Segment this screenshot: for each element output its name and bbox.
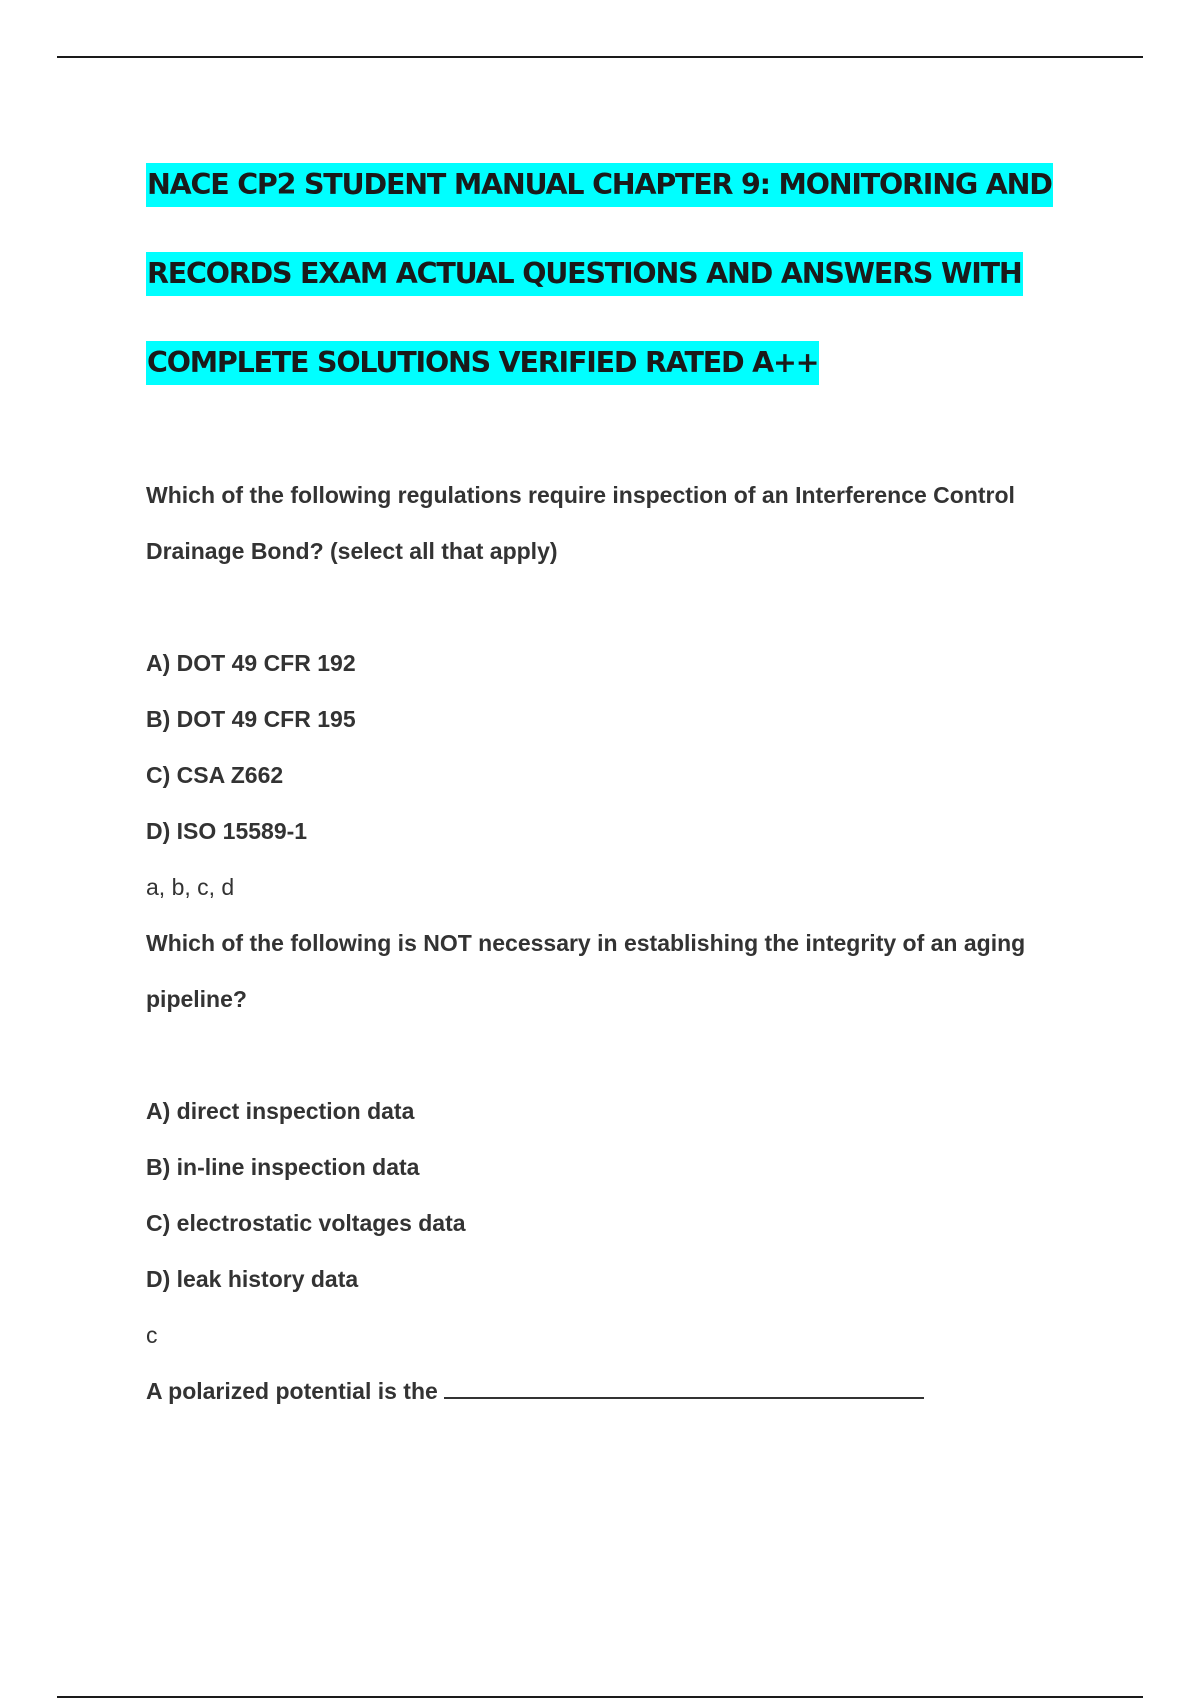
bottom-rule — [57, 1696, 1143, 1698]
title-line: NACE CP2 STUDENT MANUAL CHAPTER 9: MONITORING AND — [146, 140, 1086, 229]
option-a: A) DOT 49 CFR 192 — [146, 650, 356, 676]
question-2 — [146, 915, 1086, 1363]
option-d: D) leak history data — [146, 1266, 359, 1292]
question-text: A polarized potential is the — [146, 1363, 1086, 1419]
option-b: B) DOT 49 CFR 195 — [146, 706, 356, 732]
option-c: C) CSA Z662 — [146, 762, 284, 788]
answer-blank — [444, 1379, 924, 1399]
question-text: pipeline? — [146, 986, 247, 1012]
option-a: A) direct inspection data — [146, 1098, 415, 1124]
title-line: COMPLETE SOLUTIONS VERIFIED RATED A++ — [146, 318, 1086, 407]
answer: c — [146, 1322, 158, 1348]
option-b: B) in-line inspection data — [146, 1154, 420, 1180]
answer: a, b, c, d — [146, 874, 235, 900]
top-rule — [57, 56, 1143, 58]
question-3 — [146, 1363, 1086, 1419]
question-text: Which of the following is NOT necessary in establishing the integrity of an aging — [146, 930, 1026, 956]
option-c: C) electrostatic voltages data — [146, 1210, 466, 1236]
question-1 — [146, 467, 1086, 915]
option-d: D) ISO 15589-1 — [146, 818, 308, 844]
question-text: Which of the following regulations require inspection of an Interference Control — [146, 482, 1015, 508]
document-body — [146, 140, 1086, 1419]
question-text: Drainage Bond? (select all that apply) — [146, 538, 558, 564]
document-title — [146, 140, 1086, 407]
title-line: RECORDS EXAM ACTUAL QUESTIONS AND ANSWERS WITH — [146, 229, 1086, 318]
